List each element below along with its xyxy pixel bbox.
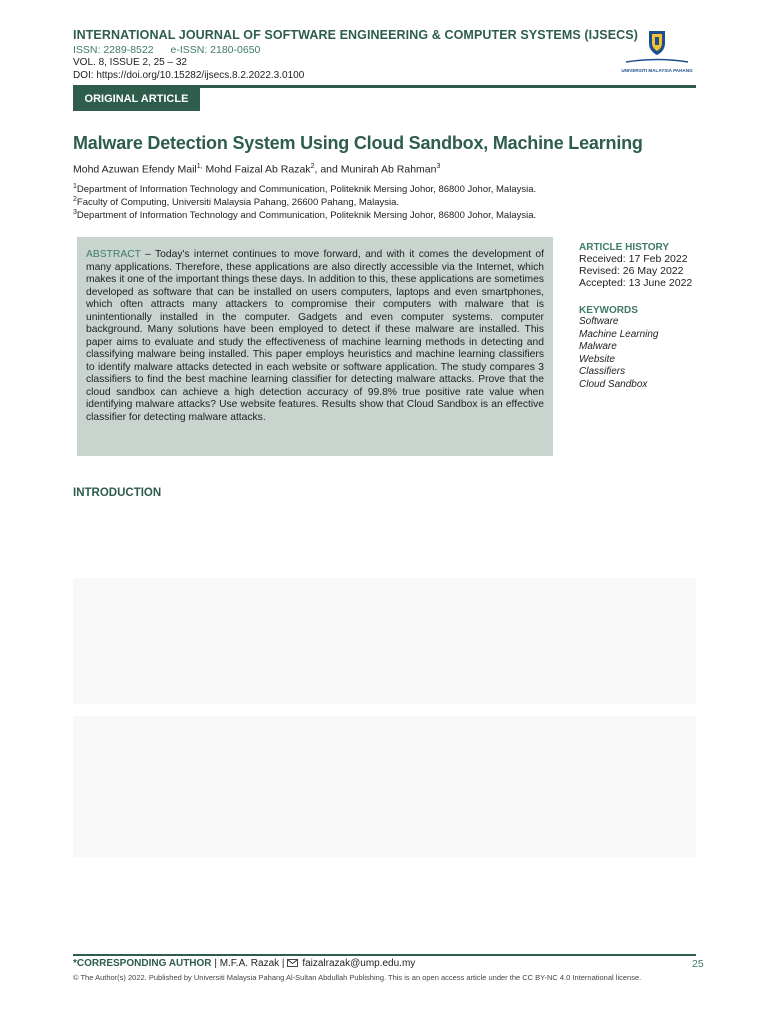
volume-issue: VOL. 8, ISSUE 2, 25 – 32 <box>73 57 187 68</box>
keyword-item: Cloud Sandbox <box>579 378 648 390</box>
corresponding-name: | M.F.A. Razak | <box>214 958 285 969</box>
blank-text-area-2 <box>73 716 696 857</box>
affiliation-1 <box>73 183 536 195</box>
revised-date: Revised: 26 May 2022 <box>579 265 684 277</box>
license-text: © The Author(s) 2022. Published by Universiti Malaysia Pahang Al-Sultan Abdullah Publishing. This is an open access article under the CC BY-NC 4.0 International license. <box>73 973 642 982</box>
author-3-sup: 3 <box>436 163 441 170</box>
introduction-heading: INTRODUCTION <box>73 487 162 499</box>
affiliation-2 <box>73 196 399 208</box>
doi-link[interactable]: DOI: https://doi.org/10.15282/ijsecs.8.2.2022.3.0100 <box>73 70 305 81</box>
corresponding-author <box>73 958 415 970</box>
page-number: 25 <box>692 958 704 970</box>
keyword-item: Website <box>579 353 615 365</box>
affiliation-2-sup: 2 <box>73 196 77 203</box>
affiliation-3-text: Department of Information Technology and Communication, Politeknik Mersing Johor, 86800 Johor, Malaysia. <box>76 210 537 222</box>
affiliation-3-sup: 3 <box>73 209 77 216</box>
corresponding-label: *CORRESPONDING AUTHOR <box>73 958 212 969</box>
affiliation-1-text: Department of Information Technology and Communication, Politeknik Mersing Johor, 86800 Johor, Malaysia. <box>76 184 537 196</box>
author-2: Mohd Faizal Ab Razak <box>205 163 311 176</box>
keyword-item: Software <box>579 316 619 327</box>
author-1-sup: 1, <box>196 163 203 170</box>
keywords-heading: KEYWORDS <box>579 305 638 316</box>
author-2-sup: 2 <box>310 163 315 170</box>
author-1: Mohd Azuwan Efendy Mail <box>73 163 197 176</box>
footer-rule <box>73 954 696 956</box>
keyword-item: Classifiers <box>579 366 626 378</box>
abstract-label: ABSTRACT <box>86 249 141 260</box>
affiliation-2-text: Faculty of Computing, Universiti Malaysia Pahang, 26600 Pahang, Malaysia. <box>76 197 400 209</box>
abstract-body: – Today's internet continues to move forward, and with it comes the development of many applications. Therefore, these applications are also directly accessible via the Internet, which makes it one of the important things these days. In addition to this, these applications are sometimes developed as software that can be installed on users computers, laptops and even smartphones, which often attracts many attackers to compromise their computers with malware that is unintentionally installed in the computer. Gadgets and even computer systems. computer background. Many solutions have been employed to detect if these malware are installed. This paper aims to evaluate and study the effectiveness of machine learning methods in detecting and classifying malware being installed. This paper employs heuristics and machine learning classifiers to identify malware attacks detected in each website or software application. The study compares 3 classifiers to find the best machine learning classifier for detecting malware attacks. Prove that the cloud sandbox can achieve a high detection accuracy of 99.8% true positive rate value when identifying malware attacks? Use website features. Results show that Cloud Sandbox is an effective classifier for detecting malware attacks. <box>86 249 544 423</box>
accepted-date: Accepted: 13 June 2022 <box>579 277 693 289</box>
received-date: Received: 17 Feb 2022 <box>579 253 688 265</box>
article-history-heading: ARTICLE HISTORY <box>579 242 670 253</box>
university-logo <box>618 28 696 76</box>
author-list: Mohd Azuwan Efendy Mail$^{1,}$ Mohd Faizal Ab Razak$^2$, and Munirah Ab Rahman$^3$ <box>73 163 441 176</box>
article-type-badge: ORIGINAL ARTICLE <box>73 87 200 111</box>
issn: ISSN: 2289-8522 <box>73 44 154 56</box>
eissn: e-ISSN: 2180-0650 <box>170 44 261 56</box>
author-email[interactable]: faizalrazak@ump.edu.my <box>302 958 416 969</box>
blank-text-area-1 <box>73 578 696 704</box>
article-history <box>579 242 692 289</box>
affiliation-1-sup: 1 <box>73 183 77 190</box>
abstract-box <box>77 237 553 456</box>
paper-title: Malware Detection System Using Cloud Sandbox, Machine Learning <box>73 133 643 153</box>
author-3: and Munirah Ab Rahman <box>320 163 437 176</box>
issn-line <box>73 44 274 56</box>
envelope-icon <box>287 959 298 970</box>
journal-title: INTERNATIONAL JOURNAL OF SOFTWARE ENGINEERING & COMPUTER SYSTEMS (IJSECS) <box>73 28 638 42</box>
affiliation-3 <box>73 209 536 221</box>
keyword-item: Malware <box>579 341 617 353</box>
keywords-section <box>579 305 659 392</box>
abstract-text <box>86 249 544 424</box>
logo-text: UNIVERSITI MALAYSIA PAHANG <box>621 68 693 73</box>
keyword-item: Machine Learning <box>579 328 659 340</box>
